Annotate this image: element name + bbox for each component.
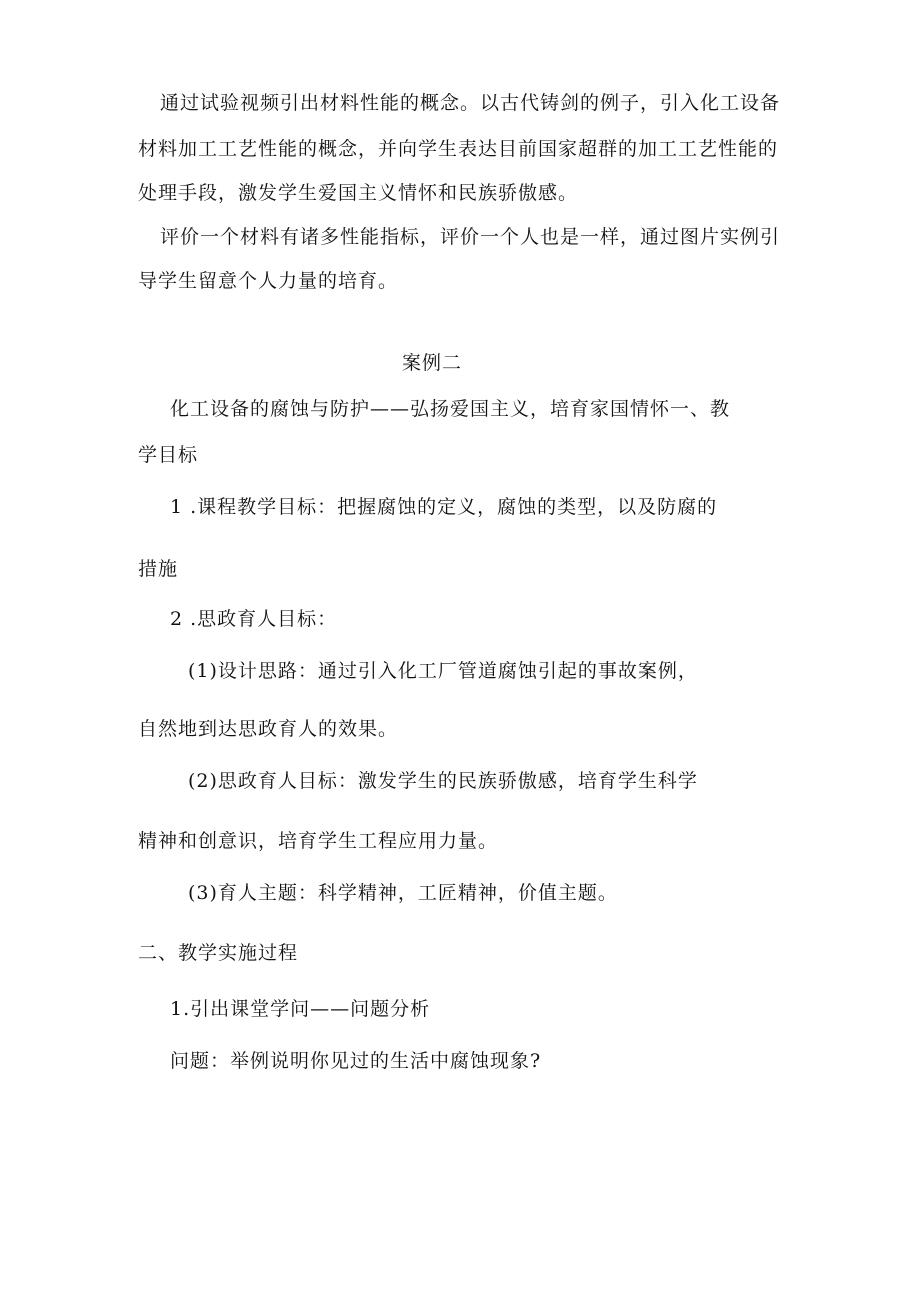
case-heading: 案例二 <box>402 352 463 374</box>
goal-2-item-3: (3)育人主题：科学精神，工匠精神，价值主题。 <box>188 882 618 904</box>
section-2-heading: 二、教学实施过程 <box>138 942 299 964</box>
step-1-heading: 1.引出课堂学问——问题分析 <box>170 998 431 1020</box>
case-title-line-2: 学目标 <box>138 444 199 466</box>
goal-1-line-2: 措施 <box>138 558 179 580</box>
intro-para2-line-1: 评价一个材料有诸多性能指标，评价一个人也是一样，通过图片实例引 <box>160 226 781 248</box>
intro-para1-line-1: 通过试验视频引出材料性能的概念。以古代铸剑的例子，引入化工设备 <box>160 92 781 114</box>
intro-para1-line-3: 处理手段，激发学生爱国主义情怀和民族骄傲感。 <box>138 182 579 204</box>
goal-2-heading: 2 .思政育人目标： <box>170 608 338 630</box>
goal-2-item-2-line-2: 精神和创意识，培育学生工程应用力量。 <box>138 830 499 852</box>
goal-2-item-1-line-1: (1)设计思路：通过引入化工厂管道腐蚀引起的事故案例， <box>188 660 698 682</box>
intro-para1-line-2: 材料加工工艺性能的概念，并向学生表达目前国家超群的加工工艺性能的 <box>138 138 779 160</box>
question-text: 问题：举例说明你见过的生活中腐蚀现象? <box>170 1050 542 1072</box>
case-title-line-1: 化工设备的腐蚀与防护——弘扬爱国主义，培育家国情怀一、教 <box>170 398 731 420</box>
intro-para2-line-2: 导学生留意个人力量的培育。 <box>138 270 399 292</box>
goal-2-item-1-line-2: 自然地到达思政育人的效果。 <box>138 718 399 740</box>
goal-2-item-2-line-1: (2)思政育人目标：激发学生的民族骄傲感，培育学生科学 <box>188 770 698 792</box>
goal-1-line-1: 1 .课程教学目标：把握腐蚀的定义，腐蚀的类型，以及防腐的 <box>170 496 718 518</box>
